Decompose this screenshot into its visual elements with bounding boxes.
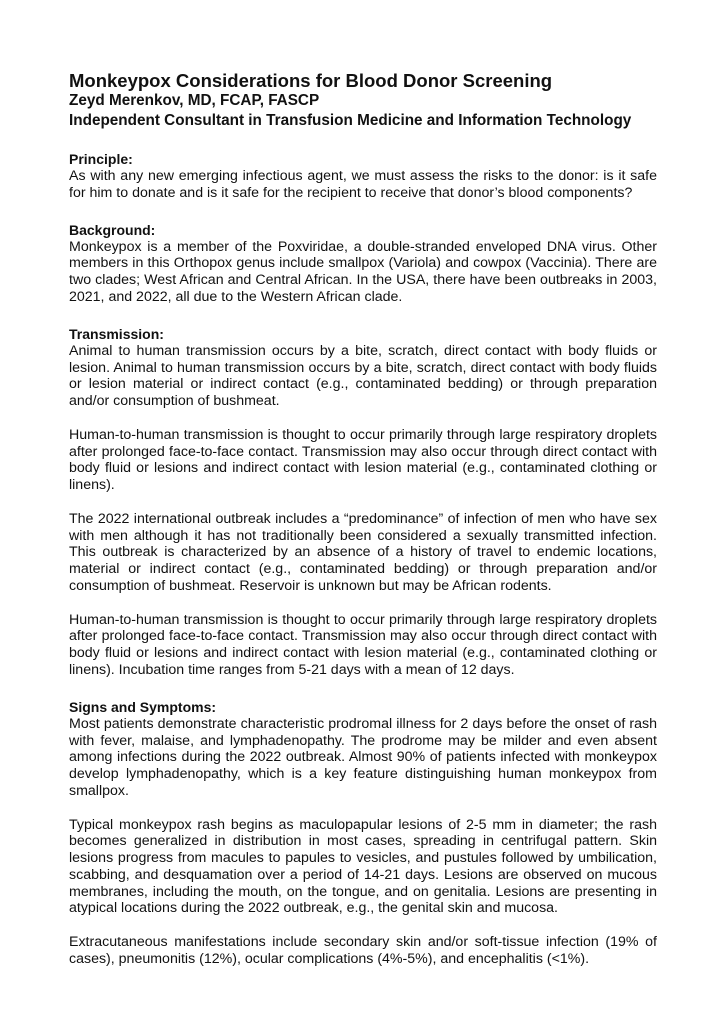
paragraph: Most patients demonstrate characteristic prodromal illness for 2 days before the onset of rash with fever, malaise, and lymphadenopathy. The prodrome may be milder and even absent among infections during the 2022 outbreak. Almost 90% of patients infected with monkeypox develop lymphadenopathy, which is a key feature distinguishing human monkeypox from smallpox. xyxy=(69,715,657,799)
section-heading: Principle: xyxy=(69,151,133,167)
author-line: Zeyd Merenkov, MD, FCAP, FASCP xyxy=(69,92,320,109)
section-heading: Transmission: xyxy=(69,325,164,342)
section-heading: Signs and Symptoms: xyxy=(69,698,217,715)
affiliation-line: Independent Consultant in Transfusion Medicine and Information Technology xyxy=(69,112,632,129)
section-principle xyxy=(69,151,657,202)
document-page xyxy=(69,70,657,968)
paragraph: Human-to-human transmission is thought to occur primarily through large respiratory droplets after prolonged face-to-face contact. Transmission may also occur through direct contact with body fluid or lesions and indirect contact with lesion material (e.g., contaminated clothing or linens). Incubation time ranges from 5-21 days with a mean of 12 days. xyxy=(69,611,657,678)
paragraph: Monkeypox is a member of the Poxviridae, a double-stranded enveloped DNA virus. Other members in this Orthopox genus include smallpox (Variola) and cowpox (Vaccinia). There are two clades; West African and Central African. In the USA, there have been outbreaks in 2003, 2021, and 2022, all due to the Western African clade. xyxy=(69,238,657,305)
section-signs-and-symptoms xyxy=(69,699,657,968)
paragraph: Extracutaneous manifestations include secondary skin and/or soft-tissue infection (19% of cases), pneumonitis (12%), ocular complications (4%-5%), and encephalitis (<1%). xyxy=(69,934,657,967)
section-background xyxy=(69,222,657,306)
paragraph: Human-to-human transmission is thought to occur primarily through large respiratory droplets after prolonged face-to-face contact. Transmission may also occur through direct contact with body fluid or lesions and indirect contact with lesion material (e.g., contaminated clothing or linens). xyxy=(69,426,657,494)
paragraph: As with any new emerging infectious agent, we must assess the risks to the donor: is it safe for him to donate and is it safe for the recipient to receive that donor’s blood components? xyxy=(69,168,657,201)
section-transmission xyxy=(69,326,657,679)
document-header xyxy=(69,70,657,131)
document-title: Monkeypox Considerations for Blood Donor Screening xyxy=(69,70,553,91)
paragraph: Animal to human transmission occurs by a bite, scratch, direct contact with body fluids or lesion. Animal to human transmission occurs by a bite, scratch, direct contact with body fluids or lesion material or indirect contact (e.g., contaminated bedding) or through preparation and/or consumption of bushmeat. xyxy=(69,342,657,410)
section-heading: Background: xyxy=(69,221,156,238)
paragraph: Typical monkeypox rash begins as maculopapular lesions of 2-5 mm in diameter; the rash becomes generalized in distribution in most cases, spreading in centrifugal pattern. Skin lesions progress from macules to papules to vesicles, and pustules followed by umbilication, scabbing, and desquamation over a period of 14-21 days. Lesions are observed on mucous membranes, including the mouth, on the tongue, and on genitalia. Lesions are presenting in atypical locations during the 2022 outbreak, e.g., the genital skin and mucosa. xyxy=(69,816,657,917)
paragraph: The 2022 international outbreak includes a “predominance” of infection of men who have sex with men although it has not traditionally been considered a sexually transmitted infection. This outbreak is characterized by an absence of a history of travel to endemic locations, material or indirect contact (e.g., contaminated bedding) or through preparation and/or consumption of bushmeat. Reservoir is unknown but may be African rodents. xyxy=(69,510,657,594)
